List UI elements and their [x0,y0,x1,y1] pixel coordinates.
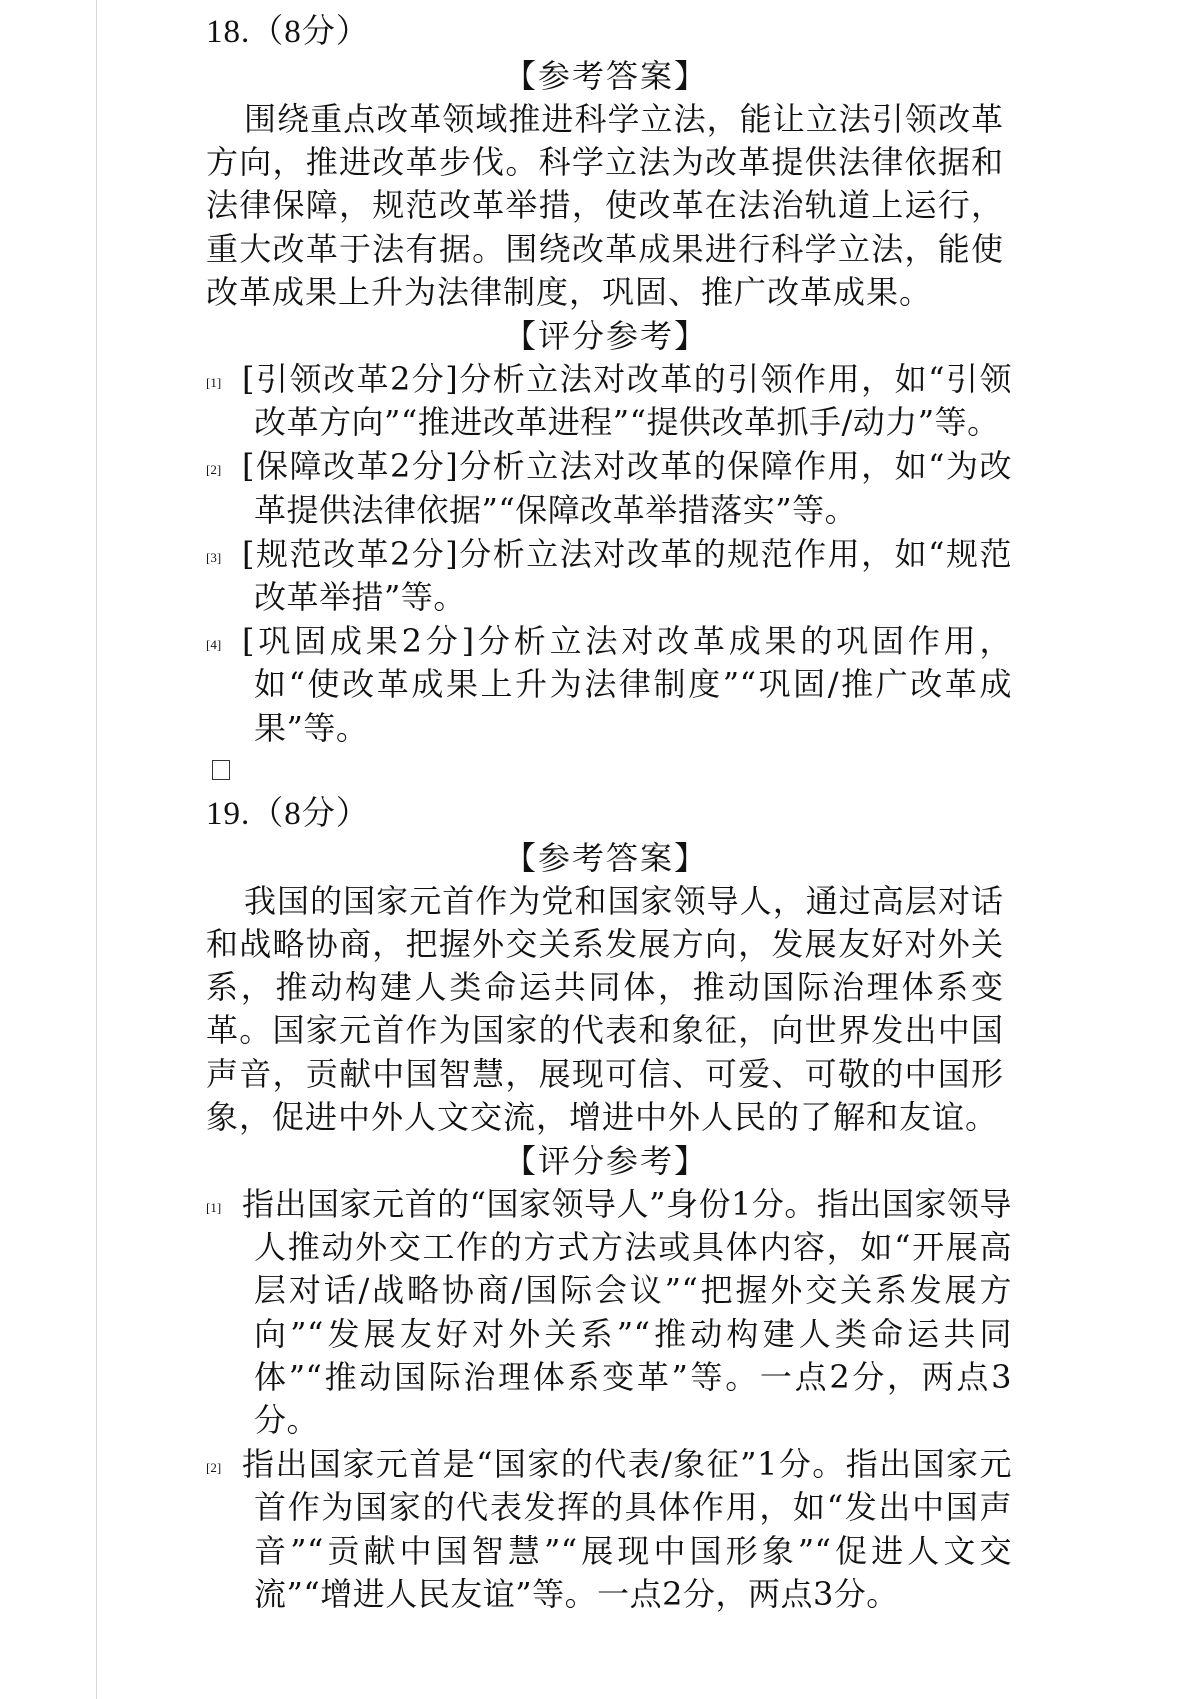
question-19-heading: 19.（8分） [206,795,370,832]
question-18-scoring-item [206,445,1012,531]
question-19-scoring-item [206,1183,1012,1442]
scoring-item-number: [1] [206,375,222,391]
scoring-item-text: 指出国家元首的“国家领导人”身份1分。指出国家领导人推动外交工作的方式方法或具体内容，如“开展高层对话/战略协商/国际会议”“把握外交关系发展方向”“发展友好对外关系”“推动构建人类命运共同体”“推动国际治理体系变革”等。一点2分，两点3分。 [242,1185,1012,1440]
scoring-item-number: [2] [206,462,222,478]
scoring-item-text: 指出国家元首是“国家的代表/象征”1分。指出国家元首作为国家的代表发挥的具体作用，如“发出中国声音”“贡献中国智慧”“展现中国形象”“促进人文交流”“增进人民友谊”等。一点2分，两点3分。 [242,1445,1012,1613]
question-19-answer-title: 【参考答案】 [503,838,708,877]
question-19-scoring-title: 【评分参考】 [503,1142,708,1181]
question-18-scoring-item [206,533,1012,619]
question-18-scoring-title: 【评分参考】 [503,317,708,356]
question-18 [206,10,1012,750]
question-18-scoring-item [206,620,1012,750]
placeholder-box-icon [212,760,230,780]
question-18-answer-text: 围绕重点改革领域推进科学立法，能让立法引领改革方向，推进改革步伐。科学立法为改革提供法律依据和法律保障，规范改革举措，使改革在法治轨道上运行，重大改革于法有据。围绕改革成果进行科学立法，能使改革成果上升为法律制度，巩固、推广改革成果。 [206,100,1004,311]
question-18-heading: 18.（8分） [206,14,370,50]
question-18-answer-title: 【参考答案】 [503,57,708,95]
question-19 [206,792,1012,1616]
scoring-item-text: [规范改革2分]分析立法对改革的规范作用，如“规范改革举措”等。 [242,534,1012,617]
page-margin-line [96,0,97,1699]
scoring-item-text: [保障改革2分]分析立法对改革的保障作用，如“为改革提供法律依据”“保障改革举措落实”等。 [242,447,1012,529]
scoring-item-text: [引领改革2分]分析立法对改革的引领作用，如“引领改革方向”“推进改革进程”“提供改革抓手/动力”等。 [242,360,1012,442]
answer-content [206,10,1012,1617]
question-19-answer-text: 我国的国家元首作为党和国家领导人，通过高层对话和战略协商，把握外交关系发展方向，发展友好对外关系，推动构建人类命运共同体，推动国际治理体系变革。国家元首作为国家的代表和象征，向世界发出中国声音，贡献中国智慧，展现可信、可爱、可敬的中国形象，促进中外人文交流，增进中外人民的了解和友谊。 [206,881,1004,1136]
scoring-item-text: [巩固成果2分]分析立法对改革成果的巩固作用，如“使改革成果上升为法律制度”“巩固/推广改革成果”等。 [242,622,1012,747]
scoring-item-number: [4] [206,637,222,653]
scoring-item-number: [2] [206,1460,222,1476]
scoring-item-number: [1] [206,1200,222,1216]
scoring-item-number: [3] [206,549,222,565]
question-18-scoring-item [206,358,1012,444]
question-19-scoring-item [206,1443,1012,1616]
